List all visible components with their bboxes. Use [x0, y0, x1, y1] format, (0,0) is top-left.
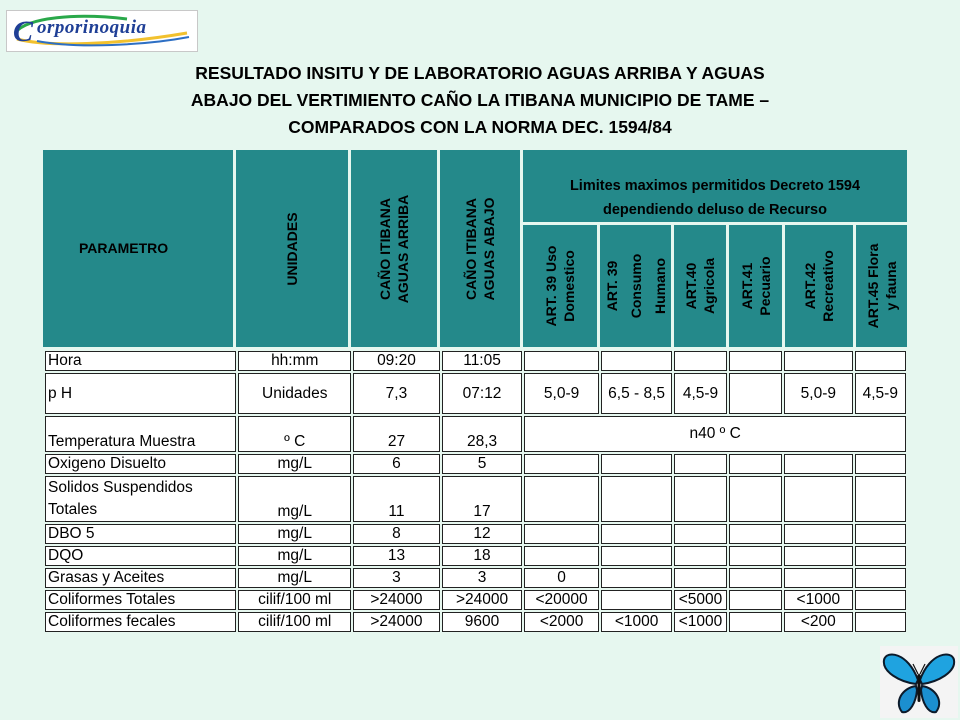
header-art39-uso-line-1: ART. 39 Uso	[543, 245, 559, 327]
abajo-cell: 18	[442, 546, 523, 566]
art45-cell	[855, 590, 906, 610]
header-aguas-abajo	[440, 150, 520, 347]
art39-uso-cell	[524, 351, 599, 371]
art45-cell	[855, 612, 906, 632]
param-cell	[45, 476, 236, 522]
art40-cell: <5000	[674, 590, 726, 610]
header-unidades-label: UNIDADES	[284, 211, 300, 286]
arriba-cell: 09:20	[353, 351, 440, 371]
unit-cell: hh:mm	[238, 351, 351, 371]
title-line-3: COMPARADOS CON LA NORMA DEC. 1594/84	[288, 117, 672, 137]
abajo-cell: 3	[442, 568, 523, 588]
header-art39-consumo	[600, 225, 671, 347]
abajo-cell: 11:05	[442, 351, 523, 371]
art39-uso-cell: <2000	[524, 612, 599, 632]
art39-uso-cell: 5,0-9	[524, 373, 599, 414]
table-row	[45, 568, 906, 588]
art40-cell: 4,5-9	[674, 373, 726, 414]
table-row	[45, 373, 906, 414]
arriba-cell: 11	[353, 476, 440, 522]
unit-cell: mg/L	[238, 454, 351, 474]
art40-cell	[674, 476, 726, 522]
abajo-cell: 9600	[442, 612, 523, 632]
header-art45	[856, 225, 907, 347]
art40-cell	[674, 351, 726, 371]
param-cell: DBO 5	[45, 524, 236, 544]
header-aguas-arriba-label	[376, 194, 412, 302]
art42-cell	[784, 351, 852, 371]
arriba-cell: 6	[353, 454, 440, 474]
title-line-1: RESULTADO INSITU Y DE LABORATORIO AGUAS ARRIBA Y AGUAS	[195, 63, 765, 83]
art41-cell	[729, 568, 782, 588]
abajo-cell: 5	[442, 454, 523, 474]
param-cell: DQO	[45, 546, 236, 566]
abajo-cell: >24000	[442, 590, 523, 610]
header-art40-label	[682, 258, 718, 314]
arriba-cell: 7,3	[353, 373, 440, 414]
art39-uso-cell: 0	[524, 568, 599, 588]
arriba-cell: 27	[353, 416, 440, 452]
abajo-cell: 07:12	[442, 373, 523, 414]
art41-cell	[729, 454, 782, 474]
param-cell: Coliformes Totales	[45, 590, 236, 610]
art39-consumo-cell	[601, 476, 673, 522]
table-row	[45, 546, 906, 566]
arriba-cell: 8	[353, 524, 440, 544]
header-art39-consumo-label	[600, 254, 672, 319]
header-art45-line-2: y fauna	[882, 261, 899, 311]
art39-consumo-cell: <1000	[601, 612, 673, 632]
arriba-cell: >24000	[353, 612, 440, 632]
arriba-cell: >24000	[353, 590, 440, 610]
unit-cell: cilif/100 ml	[238, 612, 351, 632]
abajo-cell: 12	[442, 524, 523, 544]
art45-cell	[855, 476, 906, 522]
unit-cell: mg/L	[238, 524, 351, 544]
header-art39-uso-line-2: Domestico	[561, 250, 577, 322]
art39-uso-cell	[524, 476, 599, 522]
header-art41	[729, 225, 782, 347]
param-cell: Grasas y Aceites	[45, 568, 236, 588]
art42-cell: <200	[784, 612, 852, 632]
unit-cell: º C	[238, 416, 351, 452]
header-art40	[674, 225, 726, 347]
unit-cell: Unidades	[238, 373, 351, 414]
art39-consumo-cell	[601, 454, 673, 474]
art45-cell	[855, 546, 906, 566]
results-table	[43, 349, 908, 634]
header-art40-line-1: ART.40	[683, 262, 699, 310]
header-art42-line-2: Recreativo	[820, 250, 836, 322]
table-row	[45, 524, 906, 544]
header-limites-line-1: Limites maximos permitidos Decreto 1594	[569, 178, 861, 194]
art39-uso-cell	[524, 546, 599, 566]
art39-uso-cell: <20000	[524, 590, 599, 610]
param-cell: Oxigeno Disuelto	[45, 454, 236, 474]
param-cell-line-2: Totales	[48, 501, 98, 518]
header-art39-consumo-line-2: Consumo	[627, 253, 644, 319]
logo-mark: C	[13, 15, 34, 48]
unit-cell: mg/L	[238, 568, 351, 588]
art41-cell	[729, 612, 782, 632]
header-aguas-arriba-line-1: CAÑO ITIBANA	[377, 197, 393, 300]
art42-cell: <1000	[784, 590, 852, 610]
art42-cell	[784, 546, 852, 566]
header-limites-line-2: dependiendo deluso de Recurso	[603, 202, 827, 218]
art41-cell	[729, 590, 782, 610]
table-row	[45, 454, 906, 474]
header-art39-uso	[523, 225, 597, 347]
header-art45-line-1: ART.45 Flora	[864, 243, 881, 329]
unit-cell: cilif/100 ml	[238, 590, 351, 610]
header-art39-consumo-line-3: Humano	[651, 258, 668, 314]
title-line-2: ABAJO DEL VERTIMIENTO CAÑO LA ITIBANA MUNICIPIO DE TAME –	[190, 90, 770, 110]
art39-consumo-cell: 6,5 - 8,5	[601, 373, 673, 414]
art39-uso-cell	[524, 524, 599, 544]
table-row	[45, 476, 906, 522]
temperature-limit-cell: n40 º C	[524, 416, 906, 452]
art45-cell	[855, 351, 906, 371]
art40-cell	[674, 454, 726, 474]
art42-cell	[784, 476, 852, 522]
table-row	[45, 590, 906, 610]
header-aguas-arriba-line-2: AGUAS ARRIBA	[395, 194, 411, 303]
table-row	[45, 351, 906, 371]
header-art41-line-2: Pecuario	[756, 256, 773, 316]
param-cell: Coliformes fecales	[45, 612, 236, 632]
table-row	[45, 416, 906, 452]
header-art39-consumo-line-1: ART. 39	[603, 260, 620, 312]
art42-cell	[784, 524, 852, 544]
art45-cell: 4,5-9	[855, 373, 906, 414]
page-title	[60, 60, 900, 141]
header-art42-label	[801, 250, 837, 322]
header-unidades	[236, 150, 348, 347]
art42-cell: 5,0-9	[784, 373, 852, 414]
logo-text: orporinoquia	[37, 17, 147, 38]
art40-cell	[674, 546, 726, 566]
art40-cell: <1000	[674, 612, 726, 632]
header-art41-line-1: ART.41	[738, 262, 755, 310]
art39-consumo-cell	[601, 568, 673, 588]
arriba-cell: 3	[353, 568, 440, 588]
header-limites	[523, 150, 907, 222]
art42-cell	[784, 568, 852, 588]
art39-consumo-cell	[601, 524, 673, 544]
art40-cell	[674, 568, 726, 588]
art39-consumo-cell	[601, 590, 673, 610]
unit-cell: mg/L	[238, 546, 351, 566]
art41-cell	[729, 476, 782, 522]
art42-cell	[784, 454, 852, 474]
art45-cell	[855, 454, 906, 474]
table-row	[45, 612, 906, 632]
param-cell: p H	[45, 373, 236, 414]
art41-cell	[729, 373, 782, 414]
corporinoquia-logo	[6, 10, 198, 52]
header-art42-line-1: ART.42	[802, 262, 818, 310]
abajo-cell: 17	[442, 476, 523, 522]
abajo-cell: 28,3	[442, 416, 523, 452]
header-art42	[785, 225, 853, 347]
unit-cell: mg/L	[238, 476, 351, 522]
header-aguas-abajo-line-2: AGUAS ABAJO	[481, 197, 497, 300]
header-parametro	[43, 150, 233, 347]
art41-cell	[729, 546, 782, 566]
header-aguas-abajo-label	[462, 197, 498, 300]
butterfly-icon	[880, 646, 958, 718]
header-aguas-abajo-line-1: CAÑO ITIBANA	[463, 197, 479, 300]
art41-cell	[729, 524, 782, 544]
header-parametro-label: PARAMETRO	[79, 240, 169, 256]
art39-uso-cell	[524, 454, 599, 474]
header-art40-line-2: Agricola	[701, 257, 717, 315]
param-cell: Temperatura Muestra	[45, 416, 236, 452]
header-aguas-arriba	[351, 150, 437, 347]
art39-consumo-cell	[601, 351, 673, 371]
header-limites-label	[523, 174, 907, 222]
art45-cell	[855, 524, 906, 544]
art41-cell	[729, 351, 782, 371]
art39-consumo-cell	[601, 546, 673, 566]
header-art41-label	[738, 256, 774, 315]
header-art39-uso-label	[542, 246, 578, 327]
param-cell-line-1: Solidos Suspendidos	[48, 479, 193, 496]
art40-cell	[674, 524, 726, 544]
art45-cell	[855, 568, 906, 588]
header-art45-label	[864, 244, 900, 329]
arriba-cell: 13	[353, 546, 440, 566]
param-cell: Hora	[45, 351, 236, 371]
